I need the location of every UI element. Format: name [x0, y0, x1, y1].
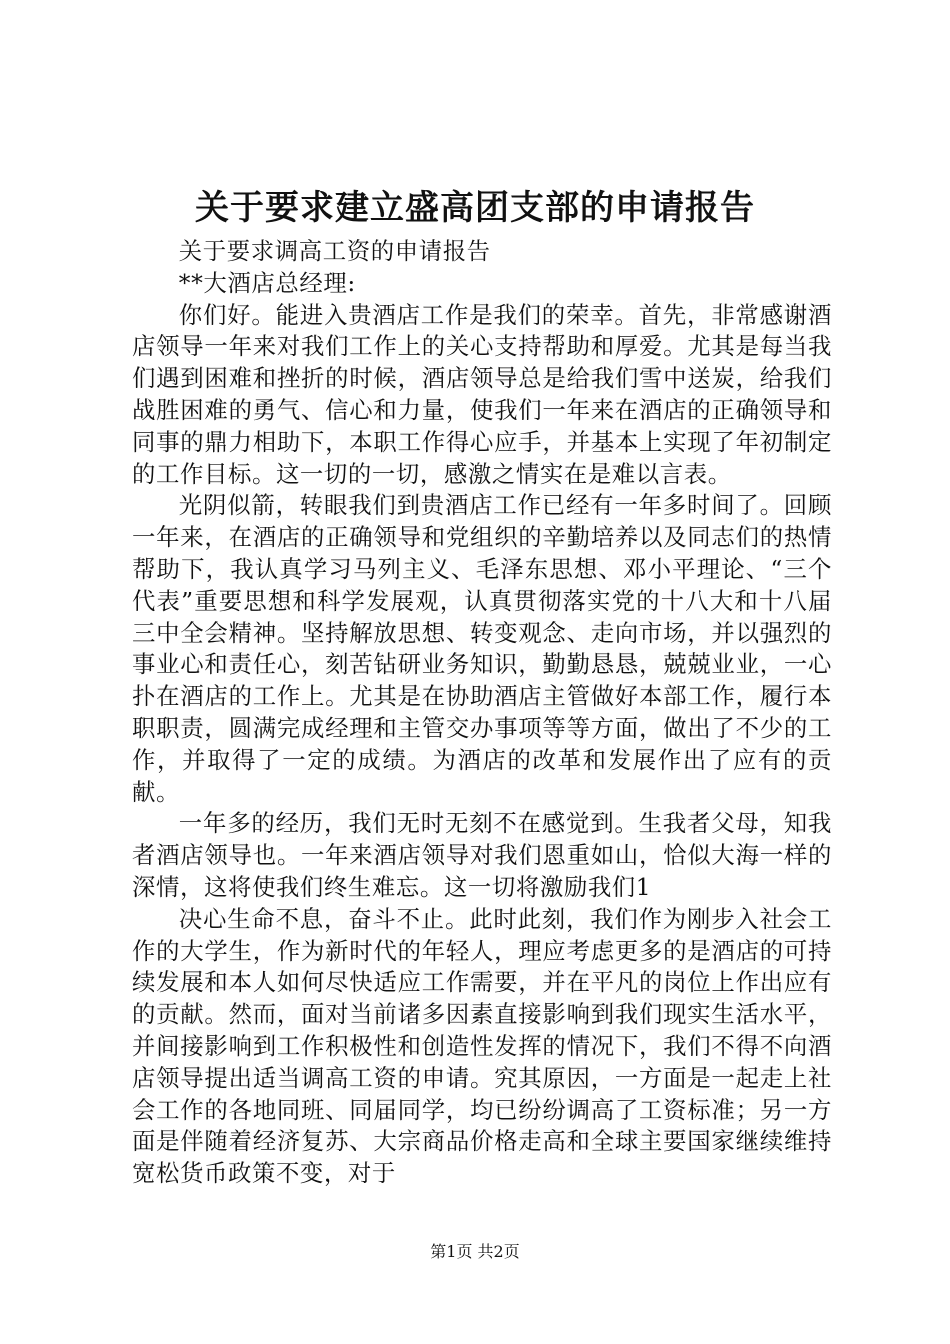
document-body [132, 236, 832, 1190]
document-title: 关于要求建立盛高团支部的申请报告 [195, 188, 755, 228]
paragraph: 决心生命不息，奋斗不止。此时此刻，我们作为刚步入社会工作的大学生，作为新时代的年轻人，理应考虑更多的是酒店的可持续发展和本人如何尽快适应工作需要，并在平凡的岗位上作出应有的贡献。然而，面对当前诸多因素直接影响到我们现实生活水平，并间接影响到工作积极性和创造性发挥的情况下，我们不得不向酒店领导提出适当调高工资的申请。究其原因，一方面是一起走上社会工作的各地同班、同届同学，均已纷纷调高了工资标准；另一方面是伴随着经济复苏、大宗商品价格走高和全球主要国家继续维持宽松货币政策不变，对于 [132, 904, 832, 1188]
salutation: **大酒店总经理: [178, 268, 356, 297]
paragraph: 一年多的经历，我们无时无刻不在感觉到。生我者父母，知我者酒店领导也。一年来酒店领导对我们恩重如山，恰似大海一样的深情，这将使我们终生难忘。这一切将激励我们1 [132, 809, 832, 901]
subject-line: 关于要求调高工资的申请报告 [178, 237, 491, 265]
paragraph: 你们好。能进入贵酒店工作是我们的荣幸。首先，非常感谢酒店领导一年来对我们工作上的关心支持帮助和厚爱。尤其是每当我们遇到困难和挫折的时候，酒店领导总是给我们雪中送炭，给我们战胜困难的勇气、信心和力量，使我们一年来在酒店的正确领导和同事的鼎力相助下，本职工作得心应手，并基本上实现了年初制定的工作目标。这一切的一切，感激之情实在是难以言表。 [132, 300, 832, 488]
page-number: 第1页 共2页 [430, 1242, 520, 1261]
paragraph: 光阴似箭，转眼我们到贵酒店工作已经有一年多时间了。回顾一年来，在酒店的正确领导和党组织的辛勤培养以及同志们的热情帮助下，我认真学习马列主义、毛泽东思想、邓小平理论、“三个代表”重要思想和科学发展观，认真贯彻落实党的十八大和十八届三中全会精神。坚持解放思想、转变观念、走向市场，并以强烈的事业心和责任心，刻苦钻研业务知识，勤勤恳恳，兢兢业业，一心扑在酒店的工作上。尤其是在协助酒店主管做好本部工作，履行本职职责，圆满完成经理和主管交办事项等等方面，做出了不少的工作，并取得了一定的成绩。为酒店的改革和发展作出了应有的贡献。 [132, 491, 832, 806]
